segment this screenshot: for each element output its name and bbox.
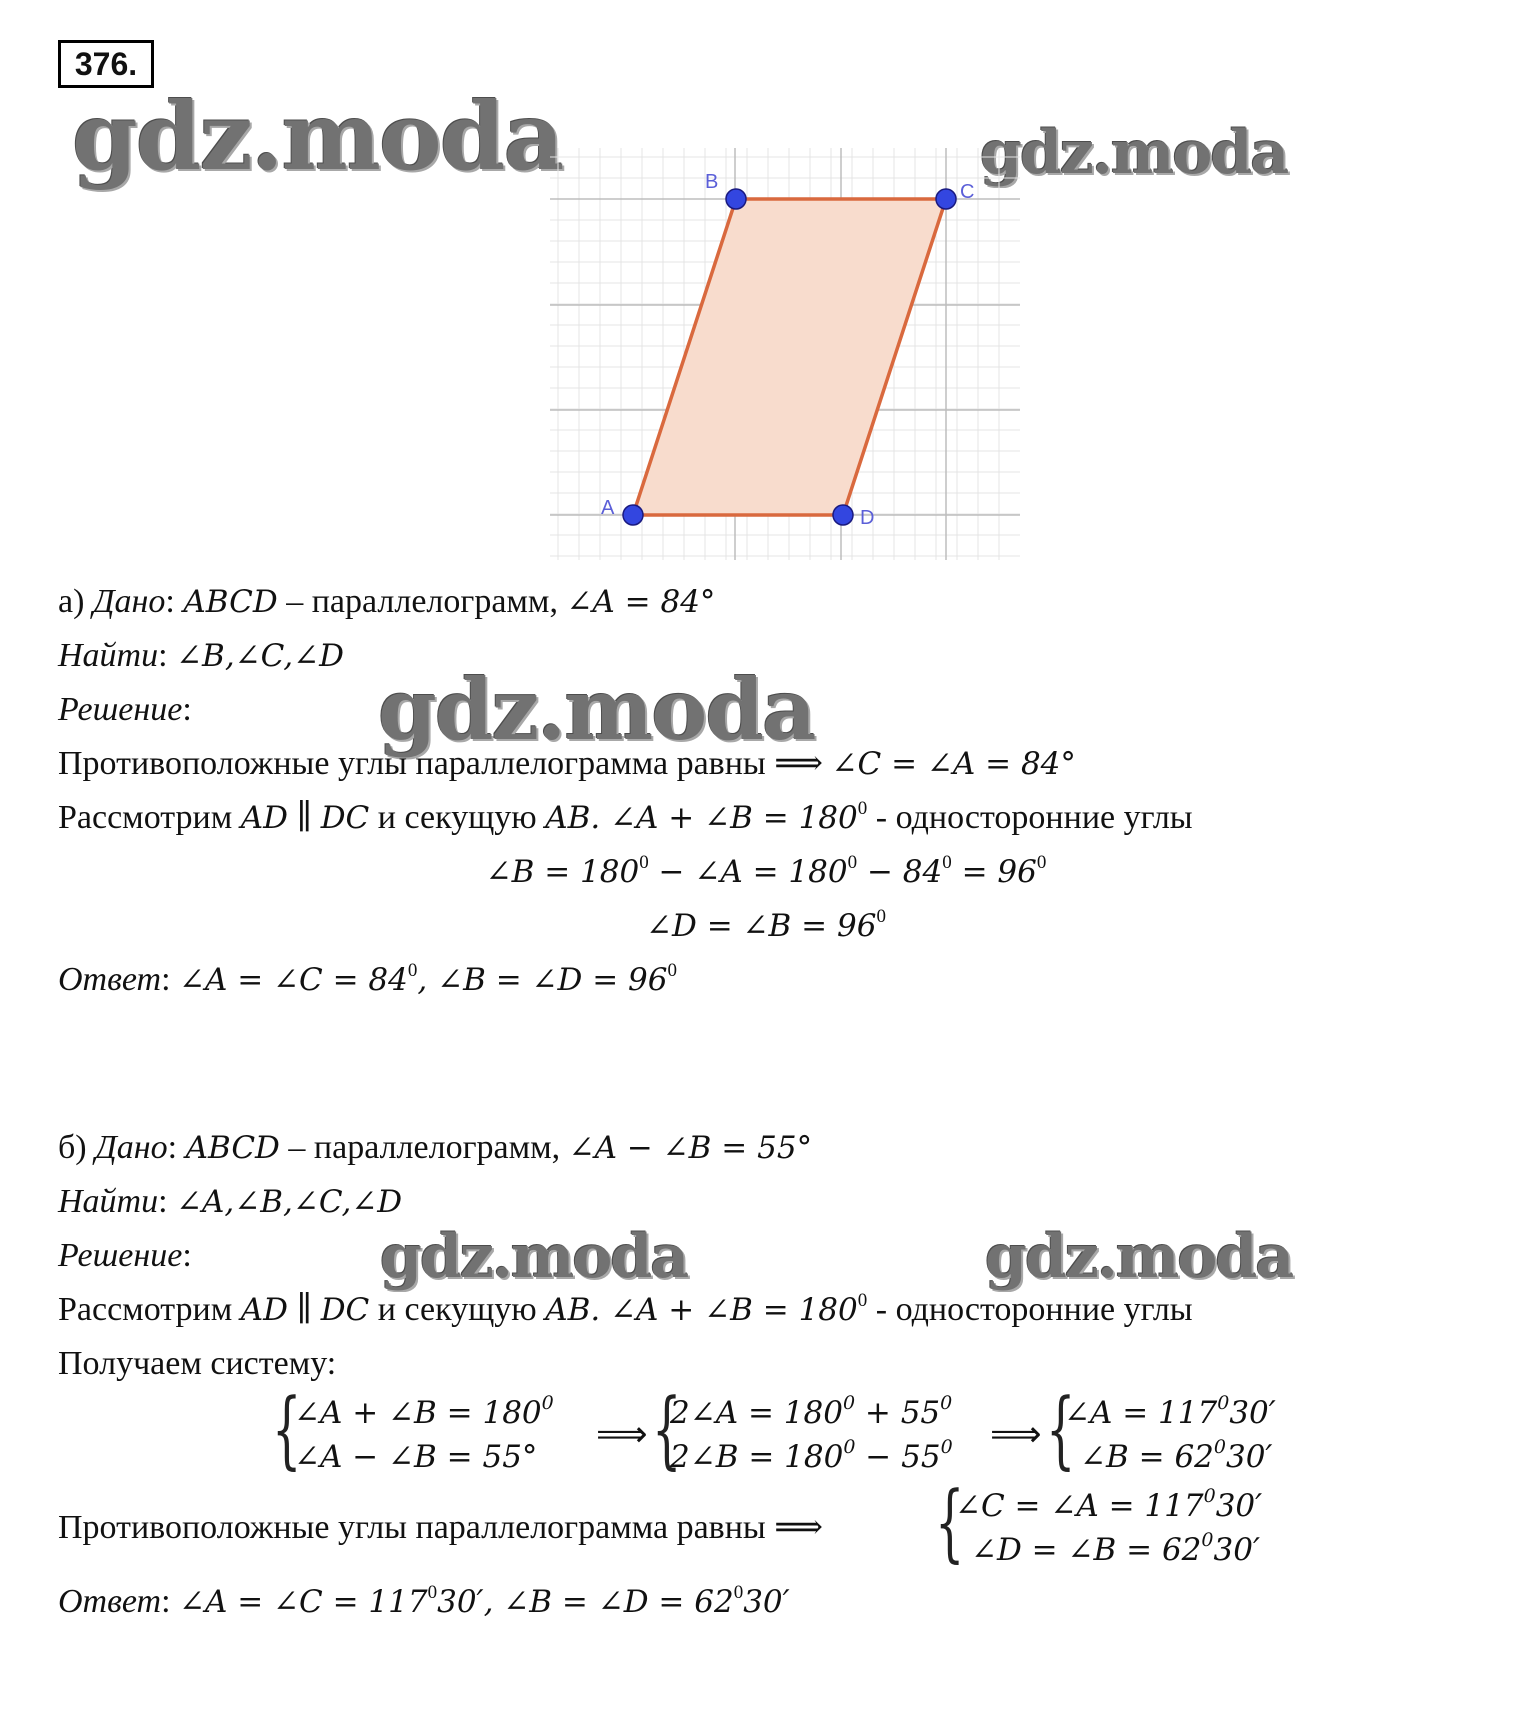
- watermark: gdz.moda: [380, 1222, 688, 1292]
- line1-text: Противоположные углы параллелограмма равны ⟹: [58, 745, 832, 782]
- line2-text1: Рассмотрим: [58, 799, 241, 836]
- part-a-prefix: а): [58, 583, 85, 620]
- vertex-b-point: [726, 189, 746, 209]
- part-a-answer: Ответ: ∠A = ∠C = $84^0$, ∠B = ∠D = $96^0$: [58, 960, 677, 998]
- answer-1c: 30′: [743, 1584, 790, 1620]
- sys2-row2: 2∠B = $180^0 - 55^0$: [670, 1436, 953, 1475]
- part-a-eq2: [0, 906, 1532, 946]
- degree-sup: 0: [733, 1582, 744, 1603]
- part-b-solution-label: Решение:: [58, 1237, 192, 1274]
- parallelogram-fill: [633, 199, 946, 515]
- line2-text2: и секущую: [369, 799, 546, 836]
- answer-1b: 30′, ∠B = ∠D = 62: [437, 1584, 734, 1620]
- degree-sup: 0: [639, 852, 649, 873]
- sys3-row1: ∠A = $117^030'$: [1064, 1392, 1276, 1431]
- vertex-c-label: C: [960, 181, 975, 203]
- line2-text3: - односторонние углы: [867, 1291, 1193, 1328]
- task-number: 376.: [58, 40, 154, 88]
- watermark: gdz.moda: [985, 1222, 1293, 1292]
- given-angle: ∠A − ∠B = 55°: [568, 1130, 813, 1166]
- part-b-system-intro: Получаем систему:: [58, 1345, 337, 1382]
- sys1-row1: ∠A + ∠B = $180^0$: [294, 1392, 554, 1431]
- line2-math2: DC: [320, 1292, 370, 1328]
- answer-label: Ответ: [58, 961, 162, 998]
- degree-sup: 0: [427, 1582, 438, 1603]
- find-expr: ∠B,∠C,∠D: [176, 638, 344, 674]
- degree-sup: 0: [667, 960, 677, 981]
- part-a-find: Найти: ∠B,∠C,∠D: [58, 637, 344, 674]
- find-expr: ∠A,∠B,∠C,∠D: [176, 1184, 403, 1220]
- part-a-line2: [58, 798, 1193, 838]
- degree-sup: 0: [857, 798, 868, 819]
- given-label: Дано: [92, 583, 166, 620]
- watermark: gdz.moda: [378, 660, 815, 759]
- line2-math4: . ∠A + ∠B = 180: [590, 800, 858, 836]
- line2-math3: AB: [545, 800, 591, 836]
- answer-2: , ∠B = ∠D = 96: [417, 962, 668, 998]
- answer-label: Ответ: [58, 1583, 162, 1620]
- degree-sup: 0: [407, 960, 418, 981]
- line2-text2: и секущую: [369, 1291, 546, 1328]
- degree-sup: 0: [857, 1290, 868, 1311]
- sys4-row2: ∠D = ∠B = $62^030'$: [971, 1529, 1260, 1568]
- vertex-c-point: [936, 189, 956, 209]
- find-label: Найти: [58, 637, 159, 674]
- vertex-a-point: [623, 505, 643, 525]
- given-text: – параллелограмм,: [279, 1129, 569, 1166]
- given-text: – параллелограмм,: [277, 583, 567, 620]
- line2-math4: . ∠A + ∠B = 180: [590, 1292, 858, 1328]
- sys4-row1: ∠C = ∠A = $117^030'$: [955, 1485, 1263, 1524]
- part-a-line1: [58, 744, 1076, 784]
- line2-math2: DC: [320, 800, 370, 836]
- degree-sup: 0: [942, 852, 952, 873]
- vertex-a-label: A: [601, 497, 615, 519]
- line2-math1: AD: [240, 1292, 288, 1328]
- line2-par: ∥: [287, 1291, 321, 1328]
- eq1-b: − ∠A = 180: [648, 854, 848, 890]
- vertex-d-label: D: [860, 507, 875, 529]
- sys3-row2: ∠B = $62^030'$: [1080, 1436, 1273, 1475]
- watermark: gdz.moda: [980, 118, 1288, 188]
- degree-sup: 0: [876, 906, 886, 927]
- part-a-given: а) Дано: ABCD – параллелограмм, ∠A = 84°: [58, 583, 716, 620]
- line2-text1: Рассмотрим: [58, 1291, 241, 1328]
- given-angle: ∠A = 84°: [566, 584, 716, 620]
- given-label: Дано: [95, 1129, 168, 1166]
- find-label: Найти: [58, 1183, 159, 1220]
- eq1-c: − 84: [857, 854, 943, 890]
- part-b-prefix: б): [58, 1129, 87, 1166]
- implies-icon: ⟹: [990, 1414, 1042, 1455]
- part-b-line2: [58, 1290, 1193, 1330]
- solution-label: Решение: [58, 691, 183, 728]
- vertex-b-label: B: [705, 171, 719, 193]
- part-b-find: Найти: ∠A,∠B,∠C,∠D: [58, 1183, 403, 1220]
- sys1-row2: ∠A − ∠B = 55°: [294, 1439, 538, 1475]
- line2-par: ∥: [287, 799, 321, 836]
- vertex-d-point: [833, 505, 853, 525]
- solution-label: Решение: [58, 1237, 183, 1274]
- implies-icon: ⟹: [596, 1414, 648, 1455]
- brace-icon: {: [652, 1380, 682, 1478]
- brace-icon: {: [272, 1380, 302, 1478]
- parallelogram-figure: [550, 148, 1030, 568]
- sys2-row1: 2∠A = $180^0 + 55^0$: [670, 1392, 953, 1431]
- watermark: gdz.moda: [72, 82, 563, 192]
- line1-math: ∠C = ∠A = 84°: [831, 746, 1076, 782]
- part-b-given: б) Дано: ABCD – параллелограмм, ∠A − ∠B = 55°: [58, 1129, 813, 1166]
- part-a-solution-label: Решение:: [58, 691, 192, 728]
- given-expr: ABCD: [183, 584, 278, 620]
- line2-math3: AB: [545, 1292, 591, 1328]
- eq1-d: = 96: [951, 854, 1037, 890]
- part-a-eq1: [0, 852, 1532, 892]
- degree-sup: 0: [1036, 852, 1047, 873]
- line2-math1: AD: [240, 800, 288, 836]
- eq1-a: ∠B = 180: [485, 854, 640, 890]
- part-b-opp-text: Противоположные углы параллелограмма равны ⟹: [58, 1509, 824, 1546]
- eq2: ∠D = ∠B = 96: [646, 908, 877, 944]
- answer-1a: ∠A = ∠C = 117: [179, 1584, 428, 1620]
- answer-1: ∠A = ∠C = 84: [179, 962, 408, 998]
- line2-text3: - односторонние углы: [867, 799, 1193, 836]
- given-expr: ABCD: [185, 1130, 280, 1166]
- brace-icon: {: [935, 1473, 965, 1571]
- brace-icon: {: [1046, 1380, 1076, 1478]
- part-b-answer: Ответ: ∠A = ∠C = $117^030'$, ∠B = ∠D = $62^030'$: [58, 1582, 790, 1620]
- degree-sup: 0: [847, 852, 858, 873]
